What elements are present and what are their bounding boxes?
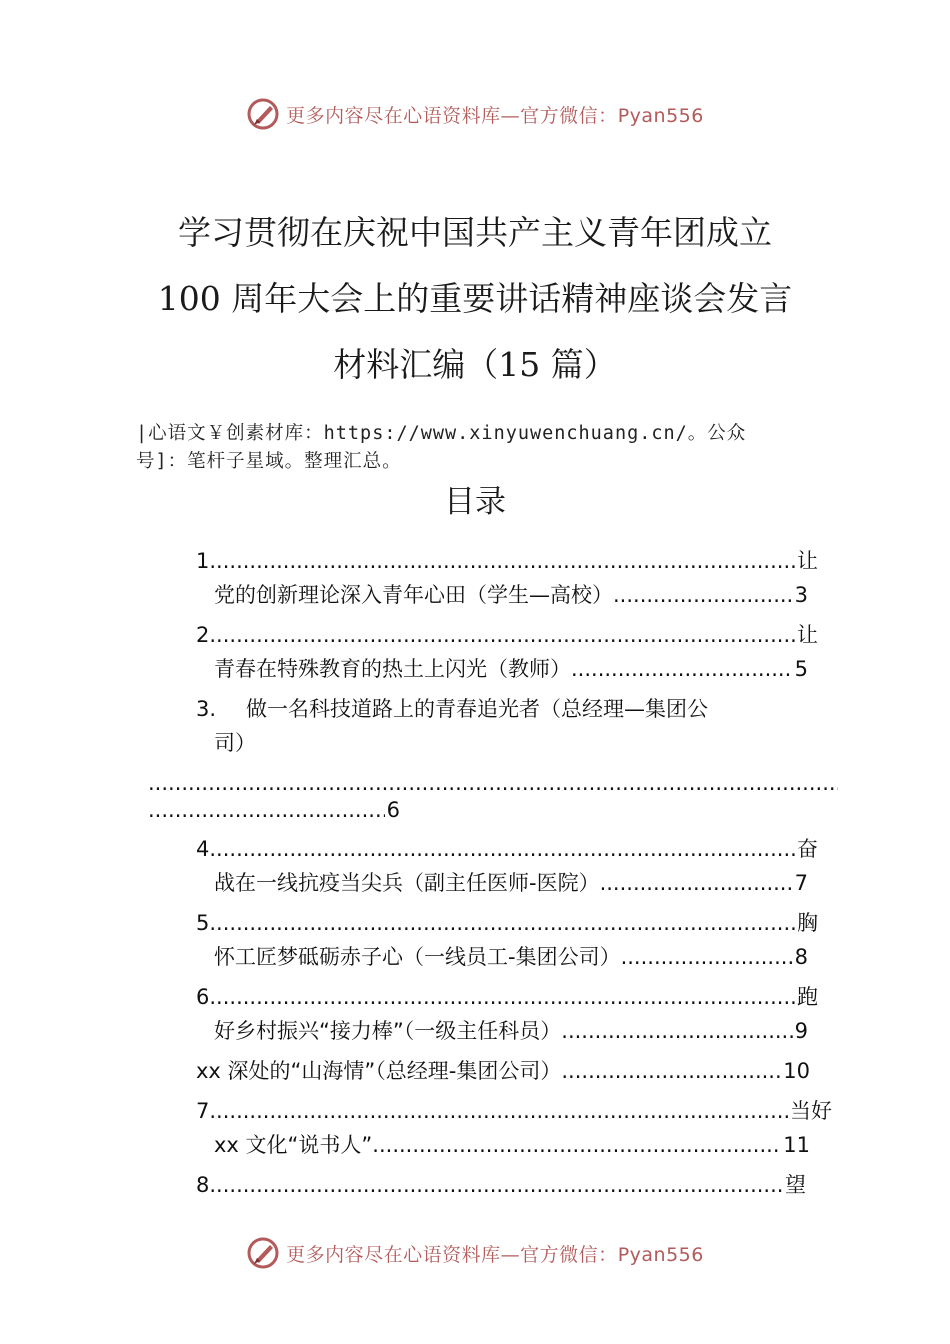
toc-item-page: 9: [794, 1019, 808, 1043]
toc-item-number: 3.: [196, 697, 217, 721]
toc-item-number: 6: [196, 985, 210, 1009]
watermark-wechat: Pyan556: [617, 104, 704, 127]
toc-item-title: xx 深处的“山海情”（总经理-集团公司）: [196, 1059, 562, 1083]
toc-item-title: 青春在特殊教育的热土上闪光（教师）: [214, 657, 571, 681]
toc-dot-leader: [209, 619, 795, 651]
title-line-3: 材料汇编（15 篇）: [333, 345, 617, 384]
watermark-text: [286, 101, 704, 128]
toc-item-wrap-char: 胸: [797, 911, 818, 935]
toc-heading: 目录: [444, 484, 506, 520]
toc-dot-leader: [209, 545, 795, 577]
document-title: [0, 200, 950, 398]
watermark-brand: 更多内容尽在心语资料库: [286, 1243, 501, 1266]
toc-dot-leader: [209, 833, 795, 865]
toc-item-title: 怀工匠梦砥砺赤子心（一线员工-集团公司）: [214, 945, 621, 969]
toc-item-6b[interactable]: [196, 1055, 810, 1087]
toc-item-6-line-1[interactable]: [196, 981, 818, 1013]
title-line-2: 100 周年大会上的重要讲话精神座谈会发言: [157, 279, 793, 318]
toc-item-page: 7: [794, 871, 808, 895]
toc-item-page: 6: [386, 798, 400, 822]
toc-item-5-line-2[interactable]: [214, 941, 808, 973]
toc-item-3-line-4[interactable]: [148, 794, 400, 826]
toc-dot-leader: [561, 1015, 792, 1047]
source-note-line-1: |心语文￥创素材库：https://www.xinyuwenchuang.cn/。公众: [136, 423, 747, 444]
header-watermark: [0, 94, 950, 134]
toc-item-8-line-1[interactable]: [196, 1169, 806, 1201]
toc-item-page: 5: [794, 657, 808, 681]
toc-item-title: 战在一线抗疫当尖兵（副主任医师-医院）: [214, 871, 600, 895]
toc-item-page: 3: [794, 583, 808, 607]
toc-item-number: 5: [196, 911, 210, 935]
toc-item-wrap-char: 奋: [797, 837, 818, 861]
toc-dot-leader: [209, 907, 795, 939]
toc-item-wrap-char: 当好: [790, 1099, 832, 1123]
toc-item-6-line-2[interactable]: [214, 1015, 808, 1047]
watermark-text: [286, 1240, 704, 1267]
toc-item-title: 党的创新理论深入青年心田（学生—高校）: [214, 583, 613, 607]
brand-logo-icon: [246, 1236, 280, 1270]
watermark-dash: —: [500, 104, 521, 127]
watermark-suffix: 官方微信：: [520, 104, 618, 127]
toc-item-title: 好乡村振兴“接力棒”（一级主任科员）: [214, 1019, 562, 1043]
toc-dot-leader: [209, 981, 795, 1013]
toc-dot-leader: [209, 1095, 788, 1127]
toc-dot-leader: [600, 867, 793, 899]
toc-item-4-line-1[interactable]: [196, 833, 818, 865]
toc-item-4-line-2[interactable]: [214, 867, 808, 899]
toc-item-2-line-1[interactable]: [196, 619, 818, 651]
toc-item-page: 10: [783, 1059, 810, 1083]
toc-item-number: 8: [196, 1173, 210, 1197]
toc-item-number: 2: [196, 623, 210, 647]
toc-dot-leader: [209, 1169, 783, 1201]
toc-item-wrap-char: 让: [797, 549, 818, 573]
toc-item-5-line-1[interactable]: [196, 907, 818, 939]
toc-item-2-line-2[interactable]: [214, 653, 808, 685]
watermark-suffix: 官方微信：: [520, 1243, 618, 1266]
toc-dot-leader: [571, 653, 793, 685]
toc-dot-leader: [613, 579, 793, 611]
source-note-line-2: 号]：笔杆子星域。整理汇总。: [136, 451, 402, 472]
source-note: [136, 420, 836, 476]
title-line-1: 学习贯彻在庆祝中国共产主义青年团成立: [178, 213, 772, 252]
footer-watermark: [0, 1233, 950, 1273]
toc-item-1-line-2[interactable]: [214, 579, 808, 611]
toc-item-7-line-2[interactable]: [214, 1129, 810, 1161]
toc-item-title: 做一名科技道路上的青春追光者（总经理—集团公: [246, 697, 709, 721]
toc-item-number: 4: [196, 837, 210, 861]
toc-item-number: 1: [196, 549, 210, 573]
toc-item-7-line-1[interactable]: [196, 1095, 832, 1127]
toc-item-number: 7: [196, 1099, 210, 1123]
watermark-dash: —: [500, 1243, 521, 1266]
brand-logo-icon: [246, 97, 280, 131]
toc-item-page: 11: [783, 1133, 810, 1157]
toc-item-wrap-char: 跑: [797, 985, 818, 1009]
toc-item-1-line-1[interactable]: [196, 545, 818, 577]
watermark-wechat: Pyan556: [617, 1243, 704, 1266]
toc-dot-leader: [621, 941, 793, 973]
toc-dot-leader: [372, 1129, 781, 1161]
toc-item-page: 8: [794, 945, 808, 969]
toc-dot-leader: [148, 794, 385, 826]
toc-item-wrap-char: 让: [797, 623, 818, 647]
toc-dot-leader: [561, 1055, 781, 1087]
watermark-brand: 更多内容尽在心语资料库: [286, 104, 501, 127]
toc-item-wrap-char: 望: [785, 1173, 806, 1197]
toc-item-3-line-1[interactable]: [196, 693, 708, 725]
toc-item-3-line-2[interactable]: 司）: [214, 731, 256, 755]
toc-item-title: xx 文化“说书人”: [214, 1133, 373, 1157]
